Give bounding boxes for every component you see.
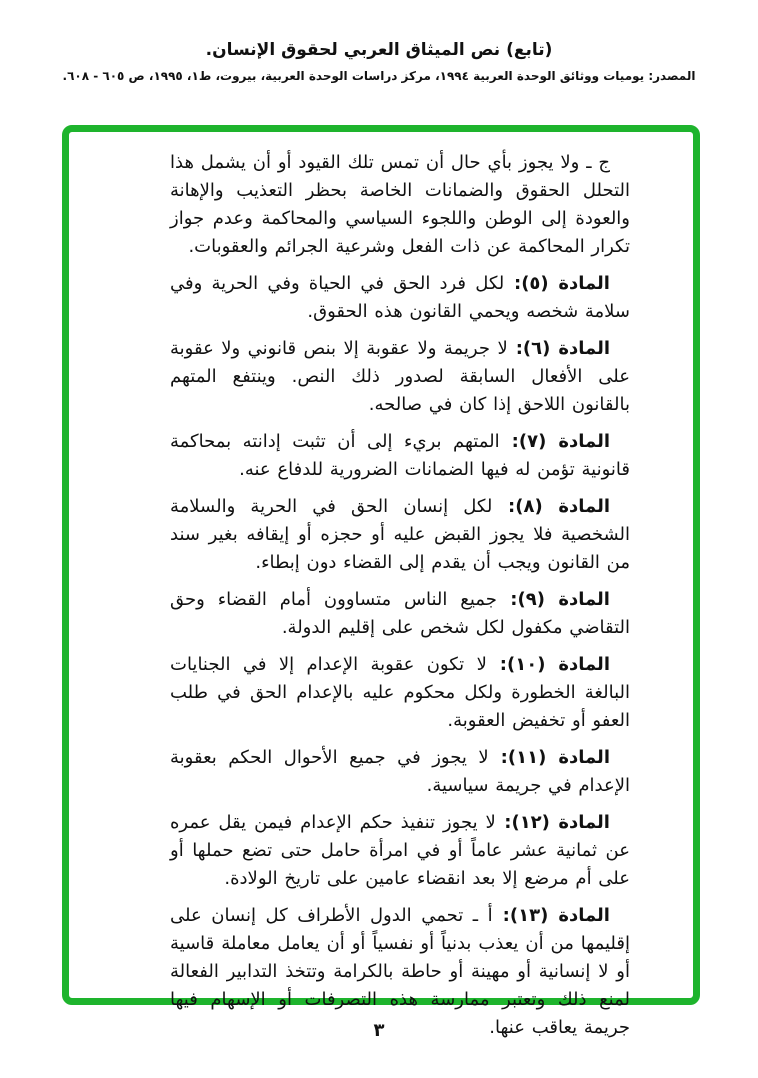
- article-label: المادة (٨):: [492, 496, 610, 517]
- article-body: لا جريمة ولا عقوبة إلا بنص قانوني ولا عقوبة على الأفعال السابقة لصدور ذلك النص. وينتفع المتهم بالقانون اللاحق إذا كان في صالحه.: [170, 338, 630, 415]
- article-label: المادة (٩):: [496, 589, 610, 610]
- page-title: (تابع) نص الميثاق العربي لحقوق الإنسان.: [205, 40, 553, 60]
- source-citation: المصدر: يوميات ووثائق الوحدة العربية ١٩٩٤، مركز دراسات الوحدة العربية، بيروت، ط١، ١٩٩٥، ص ٦٠٥ - ٦٠٨.: [62, 69, 696, 83]
- paragraph: [170, 809, 630, 893]
- article-label: المادة (١٣):: [492, 905, 610, 926]
- article-body: لا يجوز في جميع الأحوال الحكم بعقوبة الإعدام في جريمة سياسية.: [170, 747, 630, 796]
- article-body: لا تكون عقوبة الإعدام إلا في الجنايات البالغة الخطورة ولكل محكوم عليه بالإعدام الحق في طلب العفو أو تخفيض العقوبة.: [170, 654, 630, 731]
- article-body: لكل فرد الحق في الحياة وفي الحرية وفي سلامة شخصه ويحمي القانون هذه الحقوق.: [170, 273, 630, 322]
- article-label: المادة (٥):: [504, 273, 610, 294]
- paragraph: [170, 744, 630, 800]
- paragraph: [170, 149, 630, 261]
- article-body: لكل إنسان الحق في الحرية والسلامة الشخصية فلا يجوز القبض عليه أو حجزه أو إيقافه بغير سند من القانون ويجب أن يقدم إلى القضاء دون إبطاء.: [170, 496, 630, 573]
- article-body: لا يجوز تنفيذ حكم الإعدام فيمن يقل عمره عن ثمانية عشر عاماً أو في امرأة حامل حتى تضع حملها أو على أم مرضع إلا بعد انقضاء عامين على تاريخ الولادة.: [170, 812, 630, 889]
- article-label: المادة (١١):: [488, 747, 610, 768]
- charter-text: [170, 149, 630, 1042]
- article-body: المتهم بريء إلى أن تثبت إدانته بمحاكمة قانونية تؤمن له فيها الضمانات الضرورية للدفاع عنه.: [170, 431, 630, 480]
- document-header: [0, 40, 758, 83]
- article-body: أ ـ تحمي الدول الأطراف كل إنسان على إقليمها من أن يعذب بدنياً أو نفسياً أو أن يعامل معاملة قاسية أو لا إنسانية أو مهينة أو حاطة بالكرامة وتتخذ التدابير الفعالة لمنع ذلك وتعتبر ممارسة هذه التصرفات أو الإسهام فيها جريمة يعاقب عنها.: [170, 905, 630, 1038]
- article-label: المادة (١٢):: [495, 812, 610, 833]
- article-body: جميع الناس متساوون أمام القضاء وحق التقاضي مكفول لكل شخص على إقليم الدولة.: [170, 589, 630, 638]
- paragraph: [170, 586, 630, 642]
- paragraph: [170, 651, 630, 735]
- paragraph: [170, 493, 630, 577]
- paragraph: [170, 428, 630, 484]
- article-label: المادة (٦):: [507, 338, 610, 359]
- page-number: ٣: [373, 1020, 385, 1041]
- paragraph: [170, 335, 630, 419]
- article-label: المادة (٧):: [499, 431, 610, 452]
- paragraph: [170, 270, 630, 326]
- article-body: ج ـ ولا يجوز بأي حال أن تمس تلك القيود أو أن يشمل هذا التحلل الحقوق والضمانات الخاصة بحظر التعذيب والإهانة والعودة إلى الوطن واللجوء السياسي والمحاكمة وعدم جواز تكرار المحاكمة عن ذات الفعل وشرعية الجرائم والعقوبات.: [170, 152, 630, 257]
- content-frame: [62, 125, 700, 1038]
- article-label: المادة (١٠):: [486, 654, 610, 675]
